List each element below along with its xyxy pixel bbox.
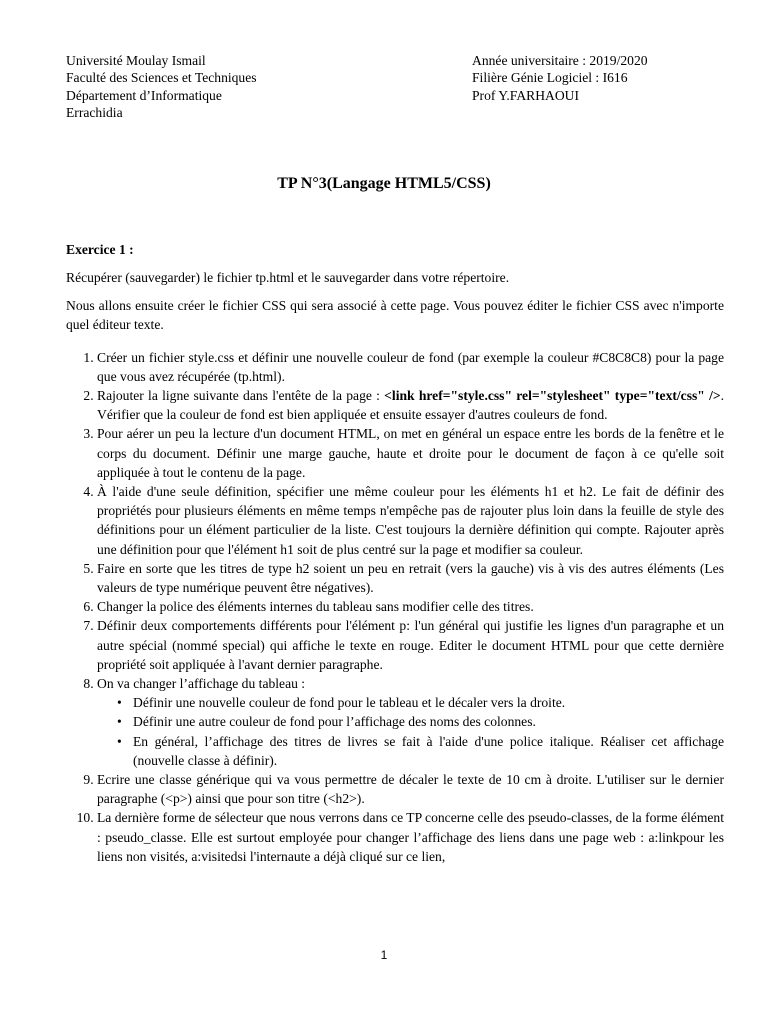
department-name: Département d’Informatique (66, 87, 222, 103)
list-item: 6. Changer la police des éléments internes du tableau sans modifier celle des titres. (97, 597, 724, 616)
course-info-block (472, 52, 732, 104)
page-number: 1 (380, 948, 388, 962)
program-name: Filière Génie Logiciel : I616 (472, 70, 628, 86)
intro-paragraph-1: Récupérer (sauvegarder) le fichier tp.html et le sauvegarder dans votre répertoire. (66, 270, 510, 285)
list-item (97, 386, 724, 424)
list-item: 1. Créer un fichier style.css et définir une nouvelle couleur de fond (par exemple la couleur #C8C8C8) pour la page que vous avez récupérée (tp.html). (97, 348, 724, 386)
item-text: Rajouter la ligne suivante dans l'entête de la page : (97, 388, 385, 404)
bullet-icon: • (117, 695, 122, 711)
exercise-title: Exercice 1 : (66, 242, 134, 257)
list-item: 5. Faire en sorte que les titres de type h2 soient un peu en retrait (vers la gauche) vis à vis des autres éléments (Les valeurs de type numérique peuvent être négatives). (97, 559, 724, 597)
sub-item-text: Définir une nouvelle couleur de fond pour le tableau et le décaler vers la droite. (133, 695, 566, 711)
sub-list-item (117, 712, 724, 731)
intro-paragraph-2: Nous allons ensuite créer le fichier CSS qui sera associé à cette page. Vous pouvez éditer le fichier CSS avec n'importe quel éditeur texte. (66, 298, 724, 333)
list-item: 9. Ecrire une classe générique qui va vous permettre de décaler le texte de 10 cm à droite. L'utiliser sur le dernier paragraphe (<p>) ainsi que pour son titre (<h2>). (97, 770, 724, 808)
sub-item-text: En général, l’affichage des titres de livres se fait à l'aide d'une police italique. Réaliser cet affichage (nouvelle classe à définir). (133, 733, 724, 768)
document-title: TP N°3(Langage HTML5/CSS) (277, 175, 491, 192)
faculty-name: Faculté des Sciences et Techniques (66, 70, 257, 86)
list-item (97, 674, 724, 770)
professor-name: Prof Y.FARHAOUI (472, 87, 579, 103)
academic-year: Année universitaire : 2019/2020 (472, 53, 648, 68)
list-item: 4. À l'aide d'une seule définition, spécifier une même couleur pour les éléments h1 et h2. Le fait de définir des propriétés pour plusieurs éléments en même temps n'empêche pas de rajouter plus loin dans la feuille de style des définitions pour un élément particulier de la liste. C'est toujours la dernière définition qui compte. Rajouter après une définition pour que l'élément h1 soit de plus centré sur la page et modifier sa couleur. (97, 482, 724, 559)
item-text: On va changer l’affichage du tableau : (97, 676, 306, 692)
bullet-icon: • (117, 714, 122, 730)
sub-list-item (117, 693, 724, 712)
institution-block (66, 52, 446, 122)
sub-list-item (117, 732, 724, 770)
sub-item-text: Définir une autre couleur de fond pour l’affichage des noms des colonnes. (133, 714, 536, 730)
bullet-icon: • (117, 733, 122, 749)
exercise-content (66, 240, 724, 866)
list-item: 10. La dernière forme de sélecteur que nous verrons dans ce TP concerne celle des pseudo-classes, de la forme élément : pseudo_classe. Elle est surtout employée pour changer l’affichage des liens dans une page web : a:linkpour les liens non visités, a:visitedsi l'internaute a déjà cliqué sur ce lien, (97, 808, 724, 866)
university-name: Université Moulay Ismail (66, 53, 206, 68)
list-item: 7. Définir deux comportements différents pour l'élément p: l'un général qui justifie les lignes d'un paragraphe et un autre spécial (nommé special) qui affiche le texte en rouge. Editer le document HTML pour que cette dernière propriété soit appliquée à l'avant dernier paragraphe. (97, 616, 724, 674)
city-name: Errachidia (66, 105, 123, 121)
item-text: . Vérifier que la couleur de fond est bien appliquée et ensuite essayer d'autres couleurs de fond. (97, 388, 724, 423)
instructions-list (66, 348, 724, 866)
code-snippet: <link href="style.css" rel="stylesheet" type="text/css" /> (384, 388, 721, 404)
sub-list (97, 693, 724, 770)
list-item: 3. Pour aérer un peu la lecture d'un document HTML, on met en général un espace entre les bords de la fenêtre et le corps du document. Définir une marge gauche, haute et droite pour le document de façon à ce qu'elle soit appliquée à tout le contenu de la page. (97, 424, 724, 482)
